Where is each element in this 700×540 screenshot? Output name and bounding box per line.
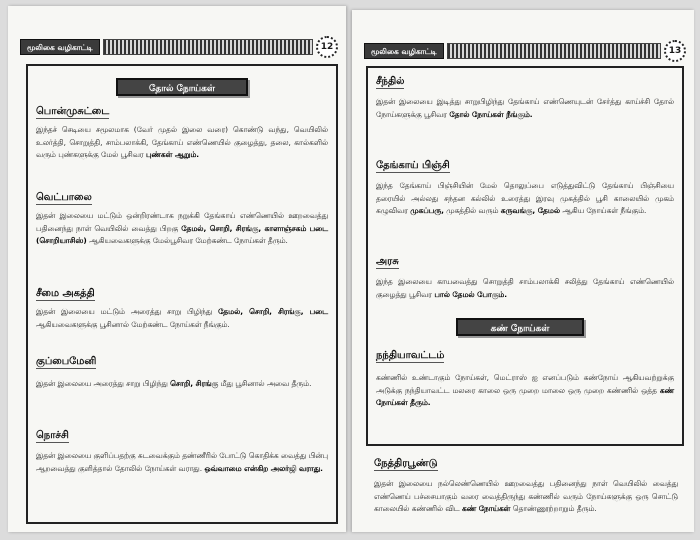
- section-heading: சீந்தில்: [376, 76, 405, 87]
- section-heading: வெட்பாலை: [36, 192, 92, 203]
- header-title: மூலிகை வழிகாட்டி: [20, 39, 100, 55]
- section-heading: பொன்முசுட்டை: [36, 106, 110, 117]
- right-page: [352, 10, 694, 532]
- section-heading: நொச்சி: [36, 430, 69, 441]
- header-stripes: [103, 39, 313, 55]
- section-banner: தோல் நோய்கள்: [116, 78, 248, 96]
- header-stripes: [447, 43, 661, 59]
- page-number: 12: [316, 36, 338, 58]
- section-heading: தேங்காய் பிஞ்சி: [376, 160, 450, 171]
- section-banner: கண் நோய்கள்: [456, 318, 584, 336]
- section-heading: நேத்திரபூண்டு: [374, 458, 438, 469]
- section-paragraph: இந்த இலையை காயவைத்து சொறுத்தி சாம்பலாக்கி சலித்து தேங்காய் எண்ணெயில் குழைத்து பூசிவர பால் தேமல் போகும்.: [376, 277, 674, 299]
- section-paragraph: கண்ணில் உண்டாகும் நோய்கள், மெட்ராஸ் ஐ எனப்படும் கண்நோய் ஆகியவற்றுக்கு அடுக்கு நந்தியாவட்ட மலரை காலை ஒரு முறை மாலை ஒரு முறை கண்ணில் ஒத்த கண் நோய்கள் தீரும்.: [376, 373, 674, 407]
- page-header: [20, 38, 338, 56]
- section-paragraph: இதன் இலையை நல்லெண்ணெயில் ஊறவைத்து பதினைந்து நாள் வெயிலில் வைத்து எண்ணெய் பச்சையாகும் வரை வைத்திருந்து கண்ணில் வரும் நோய்களுக்கு ஒரு சொட்டு காலையில் கண்ணில் விட கண் நோய்கள் தொண்ணூற்றாறும் தீரும்.: [374, 479, 678, 513]
- page-header: [364, 42, 686, 60]
- section-paragraph: இதன் இலையை மட்டும் ஒன்றிரண்டாக நறுக்கி தேங்காய் எண்ணெயில் ஊறவைத்து பதினைந்து நாள் வெயிலில் வைத்து பிறகு தேமல், சொறி, சிரங்கு, காளாஞ்சகம் படை (சொறியாசிஸ்) ஆகியவைகளுக்கு மேல்பூசிவர மேற்கண்ட நோய்கள் தீரும்.: [36, 211, 329, 245]
- content-frame: [366, 66, 684, 446]
- section-heading: அரசு: [376, 256, 399, 267]
- content-frame: [26, 64, 338, 524]
- section-paragraph: இதன் இலையை மட்டும் அரைத்து சாறு பிழிந்து தேமல், சொறி, சிரங்கு, படை ஆகியவைகளுக்கு பூசினால் மேற்கண்ட நோய்கள் நீங்கும்.: [36, 307, 328, 329]
- section-heading: குப்பைமேனி: [36, 356, 97, 367]
- section-heading: சீமை அகத்தி: [36, 288, 95, 299]
- left-page: [8, 6, 346, 532]
- section-heading: நந்தியாவட்டம்: [376, 350, 445, 361]
- section-paragraph: இதன் இலையை இடித்து சாறுபிழிந்து தேங்காய் எண்ணெயுடன் சேர்த்து காய்ச்சி தோல் நோய்களுக்கு பூசிவர தோல் நோய்கள் நீங்கும்.: [376, 97, 674, 119]
- section-paragraph: இந்த தேங்காய் பிஞ்சியின் மேல் தொலுப்பை எடுத்துவிட்டு தேங்காய் பிஞ்சியை தரையில் அல்லது சந்தன கல்லில் உரைத்து இரவு முகத்தில் பூசி காலையில் முகம் கழுவிவர முகப்பரு, முகத்தில் வரும் கருவங்கு, தேமல் ஆகிய நோய்கள் நீங்கும்.: [376, 181, 674, 215]
- page-number: 13: [664, 40, 686, 62]
- section-paragraph: இதன் இலையை அரைத்து சாறு பிழிந்து சொறி, சிரங்கு மீது பூசினால் அவை தீரும்.: [36, 379, 312, 388]
- section-paragraph: இந்தச் செடியை சமூலமாக (வேர் முதல் இலை வரை) கொண்டு வந்து, வெயிலில் உலர்த்தி, சொறுத்தி, சாம்பலாக்கி, தேங்காய் எண்ணெயில் குழைத்து, தலை, கால்களில் வரும் புண்களுக்கு மேல் பூசிவர புண்கள் ஆறும்.: [36, 125, 328, 159]
- header-title: மூலிகை வழிகாட்டி: [364, 43, 444, 59]
- section-paragraph: இதன் இலையை குளிப்பதற்கு சுடவைக்கும் தண்ணீரில் போட்டு கொதிக்க வைத்து பின்பு ஆறவைத்து குளித்தால் தோலில் நோய்கள் வராது. ஒவ்வாமை என்கிற அலர்ஜி வராது.: [36, 451, 328, 473]
